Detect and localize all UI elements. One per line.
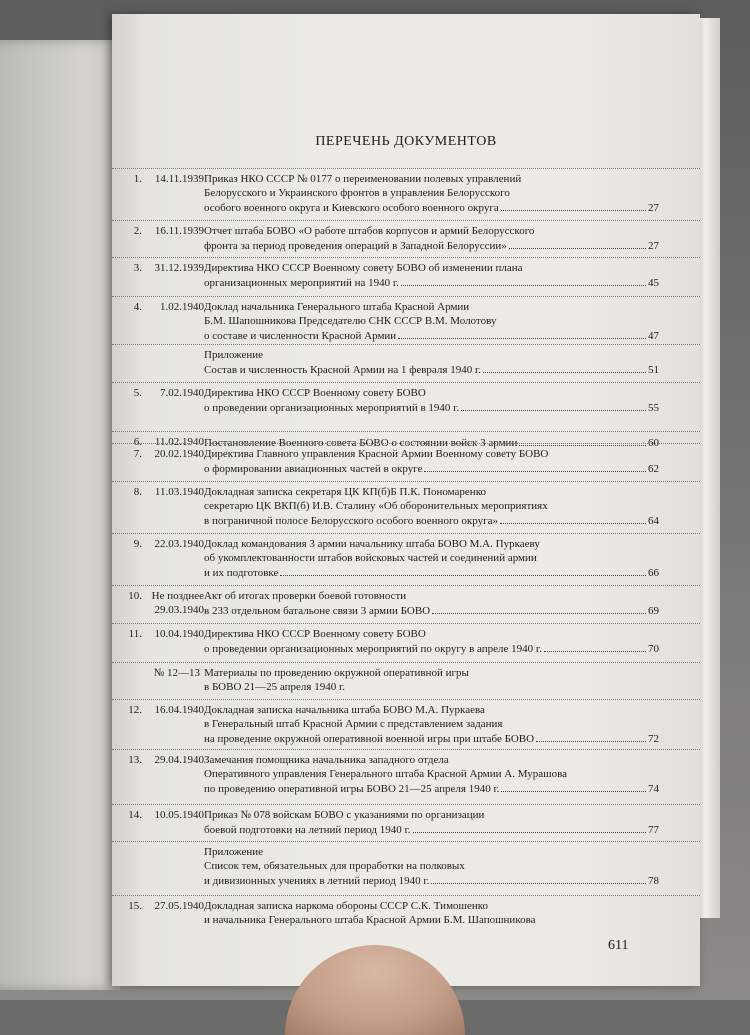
entry-number: 4.	[133, 301, 142, 313]
entry-line: Список тем, обязательных для проработки на полковых	[204, 860, 465, 872]
entry-line: и их подготовке	[204, 567, 279, 579]
entry-page: 27	[648, 240, 659, 252]
entry-date	[144, 224, 204, 238]
entry-last-line	[204, 781, 659, 795]
entry-separator	[112, 804, 700, 805]
entry-date	[144, 485, 204, 499]
entry-text	[204, 224, 659, 252]
entry-line: Состав и численность Красной Армии на 1 февраля 1940 г.	[204, 364, 481, 376]
entry-date	[144, 537, 204, 551]
entry-text	[204, 537, 659, 579]
entry-date	[144, 261, 204, 275]
entry-date-line: 29.03.1940	[154, 604, 204, 616]
dot-leader	[280, 565, 646, 576]
entry-line: секретарю ЦК ВКП(б) И.В. Сталину «Об оборонительных мероприятиях	[204, 500, 548, 512]
entry-text	[204, 386, 659, 414]
entry-date-line: 29.04.1940	[154, 754, 204, 766]
entry-line: Белорусского и Украинского фронтов в управления Белорусского	[204, 187, 510, 199]
entry-text	[204, 300, 659, 342]
entry-page: 62	[648, 463, 659, 475]
entry-last-line	[204, 461, 659, 475]
entry-page: 72	[648, 733, 659, 745]
entry-separator	[112, 443, 700, 444]
entry-line: особого военного округа и Киевского особого военного округа	[204, 202, 499, 214]
entry-date-line: 11.02.1940	[154, 436, 204, 448]
dot-leader	[501, 200, 646, 211]
entry-number: 13.	[128, 754, 142, 766]
entry-last-line	[204, 641, 659, 655]
dot-leader	[431, 873, 646, 884]
entry-page: 70	[648, 643, 659, 655]
document-list	[112, 14, 700, 986]
entry-text	[204, 261, 659, 289]
dot-leader	[519, 435, 646, 446]
entry-page: 55	[648, 402, 659, 414]
entry-separator	[112, 296, 700, 297]
entry-line: Приложение	[204, 846, 264, 858]
entry-line: Замечания помощника начальника западного отдела	[204, 754, 449, 766]
entry-separator	[112, 585, 700, 586]
entry-last-line	[204, 513, 659, 527]
entry-number: 11.	[128, 628, 142, 640]
entry-date-line: 20.02.1940	[154, 448, 204, 460]
entry-last-line	[204, 275, 659, 289]
entry-text	[204, 808, 659, 836]
entry-date-line: Не позднее	[151, 590, 204, 602]
entry-separator	[112, 662, 700, 663]
entry-last-line	[204, 238, 659, 252]
dot-leader	[424, 461, 646, 472]
entry-number: 8.	[133, 486, 142, 498]
entry-date-line: 22.03.1940	[154, 538, 204, 550]
entry-line: боевой подготовки на летний период 1940 г.	[204, 824, 411, 836]
entry-date-line: 7.02.1940	[160, 387, 204, 399]
entry-page: 64	[648, 515, 659, 527]
entry-date-line: 10.04.1940	[154, 628, 204, 640]
entry-last-line	[204, 873, 659, 887]
entry-text	[204, 753, 659, 795]
page-title: ПЕРЕЧЕНЬ ДОКУМЕНТОВ	[315, 134, 497, 149]
entry-page: 51	[648, 364, 659, 376]
entry-date	[144, 753, 204, 767]
entry-number: 2.	[133, 225, 142, 237]
entry-separator	[112, 481, 700, 482]
book-page	[112, 14, 700, 986]
entry-separator	[112, 749, 700, 750]
entry-date-line: 31.12.1939	[154, 262, 204, 274]
entry-last-line	[204, 200, 659, 214]
entry-page: 60	[648, 437, 659, 449]
entry-text	[204, 485, 659, 527]
entry-text	[204, 172, 659, 214]
entry-date-line: 27.05.1940	[154, 900, 204, 912]
page-number: 611	[608, 938, 629, 953]
entry-line: Докладная записка секретаря ЦК КП(б)Б П.К. Пономаренко	[204, 486, 486, 498]
entry-separator	[112, 220, 700, 221]
entry-number: 12.	[128, 704, 142, 716]
entry-line: и дивизионных учениях в летний период 1940 г.	[204, 875, 430, 887]
entry-line: Доклад командования 3 армии начальнику штаба БОВО М.А. Пуркаеву	[204, 538, 540, 550]
entry-last-line	[204, 328, 659, 342]
entry-line: на проведение окружной оперативной военной игры при штабе БОВО	[204, 733, 535, 745]
entry-number: 9.	[133, 538, 142, 550]
entry-separator	[112, 168, 700, 169]
entry-number: 7.	[133, 448, 142, 460]
entry-number: 5.	[133, 387, 142, 399]
entry-line: Доклад начальника Генерального штаба Красной Армии	[204, 301, 470, 313]
entry-separator	[112, 382, 700, 383]
entry-line: о проведении организационных мероприятий по округу в апреле 1940 г.	[204, 643, 542, 655]
entry-date	[144, 899, 204, 913]
entry-text	[204, 899, 659, 927]
entry-last-line	[204, 731, 659, 745]
entry-number: 3.	[133, 262, 142, 274]
entry-page: 77	[648, 824, 659, 836]
entry-text	[204, 666, 659, 694]
entry-line: о составе и численности Красной Армии	[204, 330, 397, 342]
entry-number: 1.	[133, 173, 142, 185]
dot-leader	[500, 513, 646, 524]
dot-leader	[544, 641, 646, 652]
entry-number: 15.	[128, 900, 142, 912]
entry-number: № 12—13	[153, 667, 200, 679]
entry-line: в БОВО 21—25 апреля 1940 г.	[204, 681, 345, 693]
dot-leader	[536, 731, 646, 742]
entry-line: Акт об итогах проверки боевой готовности	[204, 590, 407, 602]
entry-date	[144, 447, 204, 461]
entry-line: об укомплектованности штабов войсковых частей и соединений армии	[204, 552, 537, 564]
entry-last-line	[204, 565, 659, 579]
entry-line: Докладная записка начальника штаба БОВО М.А. Пуркаева	[204, 704, 485, 716]
dot-leader	[398, 328, 646, 339]
entry-last-line	[204, 822, 659, 836]
left-page-edge	[0, 40, 120, 990]
entry-page: 66	[648, 567, 659, 579]
entry-text	[204, 447, 659, 475]
entry-text	[204, 845, 659, 887]
entry-separator	[112, 895, 700, 896]
entry-date	[144, 172, 204, 186]
entry-line: Директива НКО СССР Военному совету БОВО об изменении плана	[204, 262, 523, 274]
entry-page: 78	[648, 875, 659, 887]
entry-line: Приложение	[204, 349, 264, 361]
entry-last-line	[204, 362, 659, 376]
entry-page: 47	[648, 330, 659, 342]
entry-line: Б.М. Шапошникова Председателю СНК СССР В.М. Молотову	[204, 315, 497, 327]
dot-leader	[401, 275, 646, 286]
entry-line: Директива НКО СССР Военному совету БОВО	[204, 628, 426, 640]
entry-page: 69	[648, 605, 659, 617]
entry-line: Докладная записка наркома обороны СССР С.К. Тимошенко	[204, 900, 489, 912]
entry-last-line	[204, 400, 659, 414]
entry-date	[144, 386, 204, 400]
entry-last-line	[204, 603, 659, 617]
entry-separator	[112, 257, 700, 258]
entry-separator	[112, 431, 700, 432]
entry-date	[144, 589, 204, 617]
entry-line: Директива Главного управления Красной Армии Военному совету БОВО	[204, 448, 549, 460]
entry-date-line: 16.11.1939	[154, 225, 204, 237]
entry-line: о формировании авиационных частей в округе	[204, 463, 423, 475]
entry-separator	[112, 699, 700, 700]
dot-leader	[501, 781, 646, 792]
entry-number: 10.	[128, 590, 142, 602]
entry-line: Приказ № 078 войскам БОВО с указаниями по организации	[204, 809, 485, 821]
entry-separator	[112, 623, 700, 624]
entry-line: по проведению оперативной игры БОВО 21—25 апреля 1940 г.	[204, 783, 500, 795]
entry-page: 27	[648, 202, 659, 214]
entry-line: Постановление Военного совета БОВО о состоянии войск 3 армии	[204, 437, 518, 449]
entry-date-line: 11.03.1940	[154, 486, 204, 498]
entry-separator	[112, 841, 700, 842]
entry-line: Отчет штаба БОВО «О работе штабов корпусов и армий Белорусского	[204, 225, 535, 237]
entry-page: 74	[648, 783, 659, 795]
entry-date-line: 1.02.1940	[160, 301, 204, 313]
entry-text	[204, 703, 659, 745]
entry-line: о проведении организационных мероприятий в 1940 г.	[204, 402, 460, 414]
dot-leader	[413, 822, 646, 833]
entry-line: фронта за период проведения операций в Западной Белоруссии»	[204, 240, 507, 252]
dot-leader	[509, 238, 646, 249]
entry-text	[204, 348, 659, 376]
entry-date-line: 16.04.1940	[154, 704, 204, 716]
entry-date	[144, 300, 204, 314]
entry-number: 6.	[133, 436, 142, 448]
entry-text	[204, 589, 659, 617]
entry-line: в 233 отдельном батальоне связи 3 армии БОВО	[204, 605, 431, 617]
entry-number: 14.	[128, 809, 142, 821]
entry-line: Материалы по проведению окружной оперативной игры	[204, 667, 469, 679]
dot-leader	[483, 362, 646, 373]
entry-line: Приказ НКО СССР № 0177 о переименовании полевых управлений	[204, 173, 522, 185]
entry-date-line: 10.05.1940	[154, 809, 204, 821]
entry-date-line: 14.11.1939	[154, 173, 204, 185]
entry-line: Оперативного управления Генерального штаба Красной Армии А. Мурашова	[204, 768, 568, 780]
entry-line: организационных мероприятий на 1940 г.	[204, 277, 399, 289]
dot-leader	[432, 603, 646, 614]
entry-date	[144, 703, 204, 717]
entry-separator	[112, 344, 700, 345]
entry-line: Директива НКО СССР Военному совету БОВО	[204, 387, 426, 399]
entry-date	[144, 627, 204, 641]
entry-line: и начальника Генерального штаба Красной Армии Б.М. Шапошникова	[204, 914, 536, 926]
dot-leader	[461, 400, 646, 411]
entry-line: в пограничной полосе Белорусского особого военного округа»	[204, 515, 499, 527]
entry-text	[204, 627, 659, 655]
entry-separator	[112, 533, 700, 534]
entry-line: в Генеральный штаб Красной Армии с представлением задания	[204, 718, 503, 730]
entry-page: 45	[648, 277, 659, 289]
entry-date	[144, 808, 204, 822]
